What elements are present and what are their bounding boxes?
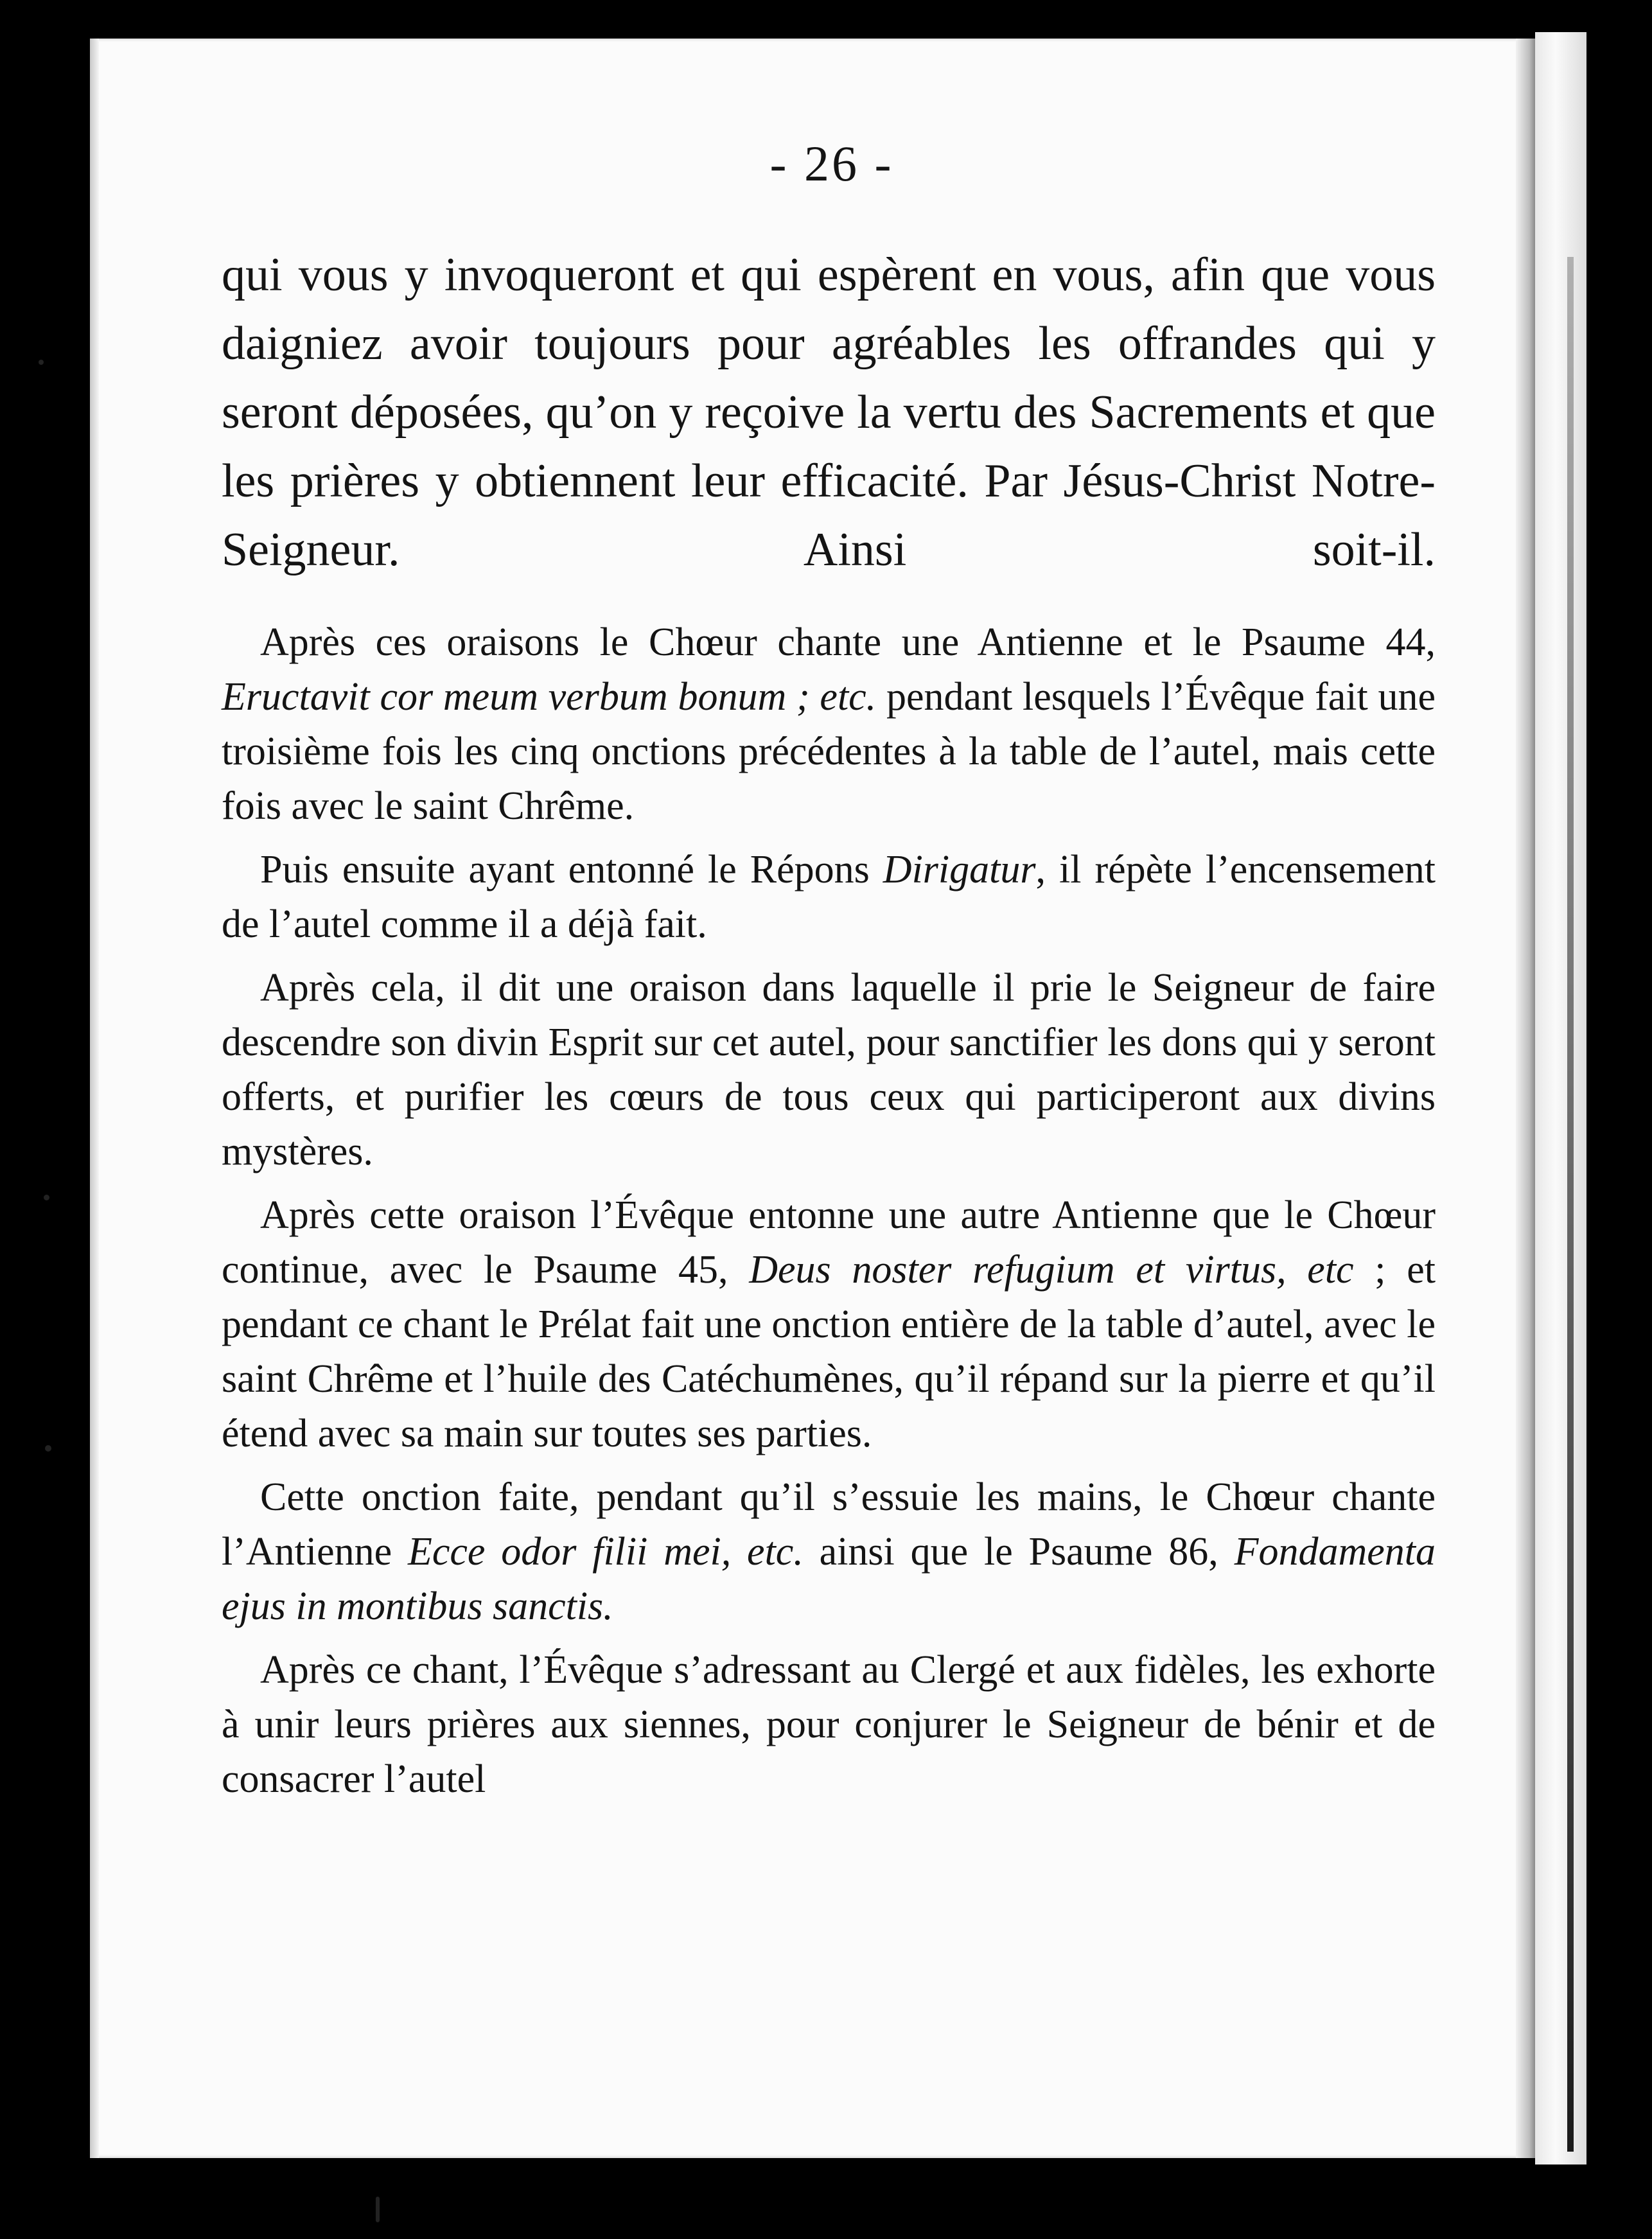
page-body xyxy=(222,241,1436,1816)
underlying-sheet-edge xyxy=(1567,257,1574,2152)
paragraph-4 xyxy=(222,1188,1436,1461)
paragraph-2-latin: Dirigatur xyxy=(883,848,1036,891)
paragraph-5-text: Cette onction faite, pendant qu’il s’essuie les mains, le Chœur chante l’Antienne xyxy=(222,1475,1436,1574)
book-page xyxy=(90,39,1535,2158)
paragraph-3 xyxy=(222,961,1436,1179)
paragraph-1-text-end: pendant lesquels l’Évêque fait une troisième fois les cinq onctions précédentes à la table de l’autel, mais cette fois avec le saint Chrême. xyxy=(222,675,1436,828)
page-left-edge xyxy=(90,39,99,2158)
paragraph-4-text: Après cette oraison l’Évêque entonne une autre Antienne que le Chœur continue, avec le Psaume 45, xyxy=(222,1193,1436,1292)
paragraph-3-text: Après cela, il dit une oraison dans laquelle il prie le Seigneur de faire descendre son divin Esprit sur cet autel, pour sanctifier les dons qui y seront offerts, et purifier les cœurs de tous ceux qui participeront aux divins mystères. xyxy=(222,966,1436,1173)
paragraph-2-text-end: , il répète l’encensement de l’autel comme il a déjà fait. xyxy=(222,848,1436,946)
paragraph-1-text: Après ces oraisons le Chœur chante une Antienne et le Psaume 44, xyxy=(260,620,1436,664)
paragraph-6-text: Après ce chant, l’Évêque s’adressant au Clergé et aux fidèles, les exhorte à unir leurs prières aux siennes, pour conjurer le Seigneur de bénir et de consacrer l’autel xyxy=(222,1648,1436,1801)
prayer-continuation: qui vous y invoqueront et qui espèrent en vous, afin que vous daigniez avoir toujours pour agréables les offrandes qui y seront déposées, qu’on y reçoive la vertu des Sacrements et que les prières y obtiennent leur efficacité. Par Jésus-Christ Notre-Seigneur. Ainsi soit-il. xyxy=(222,249,1436,576)
scan-speck xyxy=(45,1445,51,1452)
scan-speck xyxy=(39,360,44,365)
page-right-edge xyxy=(1516,39,1535,2158)
paragraph-4-text-end: ; et pendant ce chant le Prélat fait une onction entière de la table d’autel, avec le saint Chrême et l’huile des Catéchumènes, qu’il répand sur la pierre et qu’il étend avec sa main sur toutes ses parties. xyxy=(222,1248,1436,1455)
paragraph-5 xyxy=(222,1470,1436,1634)
page-number: - 26 - xyxy=(769,136,894,191)
paragraph-5-text-mid: ainsi que le Psaume 86, xyxy=(803,1530,1235,1574)
scan-speck xyxy=(376,2197,380,2222)
paragraph-1 xyxy=(222,615,1436,834)
paragraph-5-latin-2: Fondamenta ejus in montibus sanctis. xyxy=(222,1530,1436,1628)
paragraph-2-text: Puis ensuite ayant entonné le Répons xyxy=(260,848,883,891)
paragraph-5-latin: Ecce odor filii mei, etc. xyxy=(407,1530,804,1574)
scan-speck xyxy=(44,1195,49,1200)
underlying-sheet xyxy=(1535,32,1586,2164)
paragraph-6 xyxy=(222,1643,1436,1807)
paragraph-1-latin: Eructavit cor meum verbum bonum ; etc. xyxy=(222,675,877,719)
paragraph-2 xyxy=(222,843,1436,952)
paragraph-4-latin: Deus noster refugium et virtus, etc xyxy=(749,1248,1354,1292)
